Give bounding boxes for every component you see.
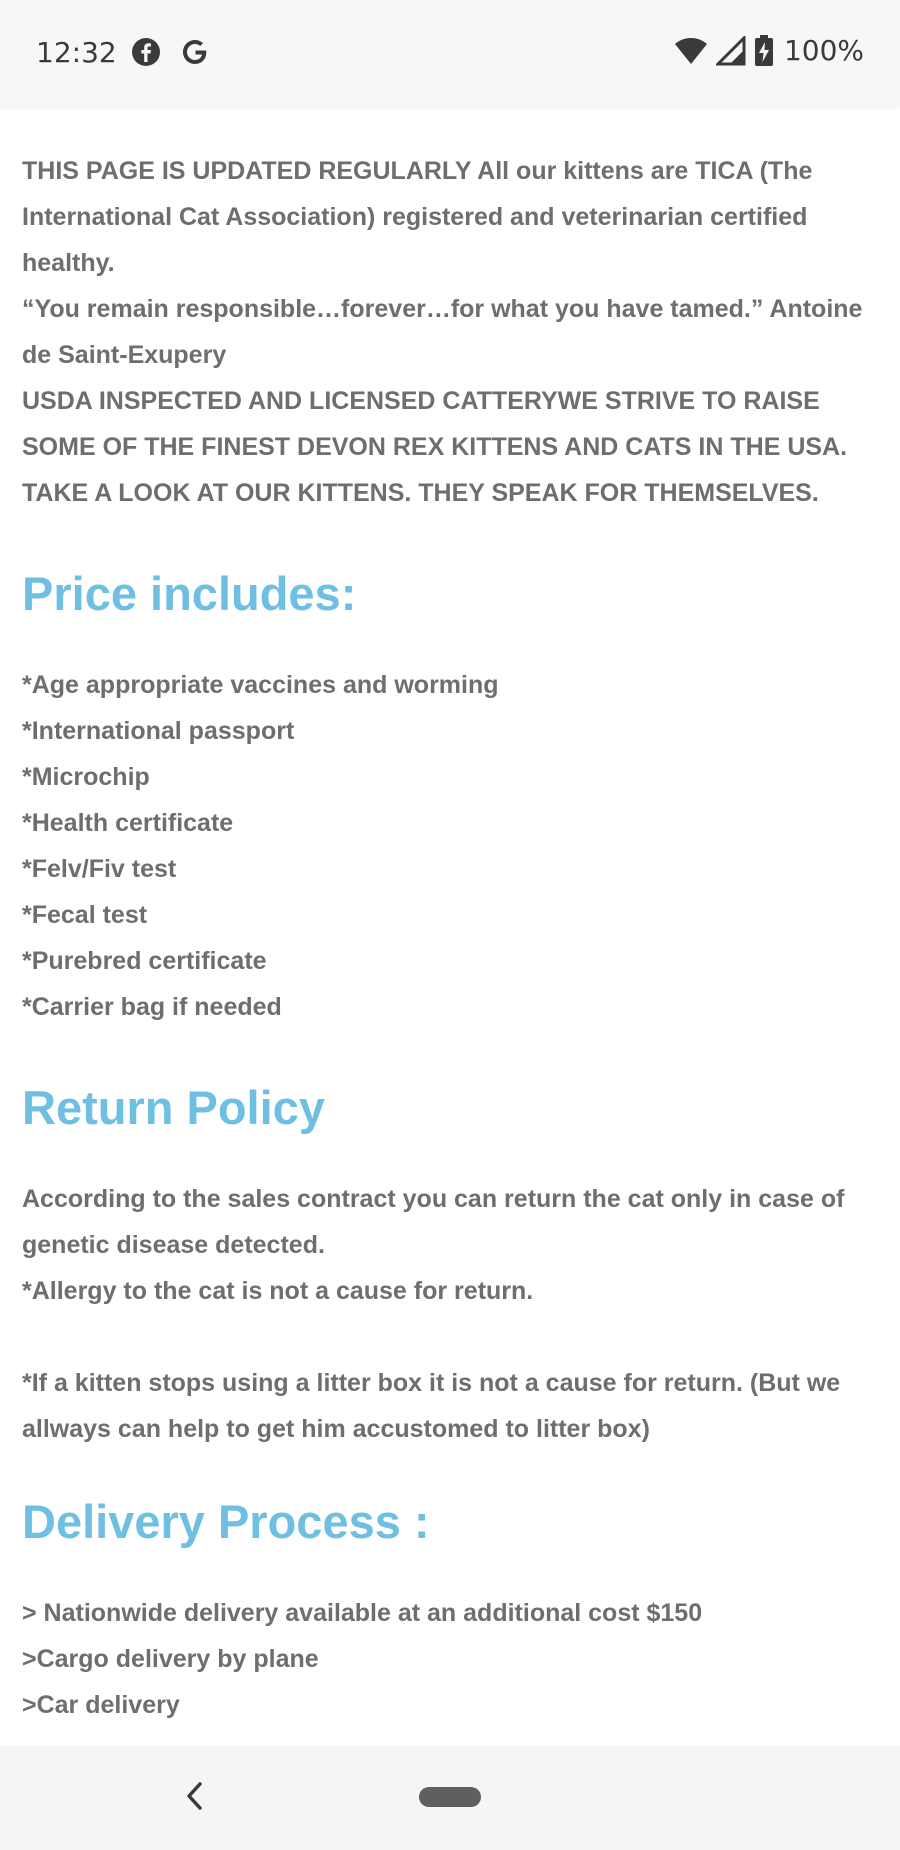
status-time: 12:32 <box>36 36 117 69</box>
cell-signal-icon <box>716 36 746 66</box>
intro-block <box>22 148 880 516</box>
list-item: *Fecal test <box>22 901 148 929</box>
intro-text: THIS PAGE IS UPDATED REGULARLY All our kittens are TICA (The International Cat Association) registered and veterinarian certified healthy. <box>22 157 813 277</box>
return-policy-text <box>22 1176 880 1452</box>
return-policy-heading: Return Policy <box>22 1081 325 1134</box>
list-item: *Microchip <box>22 763 150 791</box>
return-policy-line: According to the sales contract you can return the cat only in case of genetic disease detected. <box>22 1185 845 1259</box>
delivery-process-heading: Delivery Process : <box>22 1495 430 1548</box>
battery-percentage: 100% <box>783 34 864 67</box>
price-includes-list <box>22 662 880 1030</box>
battery-charging-icon <box>754 35 774 67</box>
list-item: > Nationwide delivery available at an additional cost $150 <box>22 1599 703 1627</box>
price-includes-heading: Price includes: <box>22 567 357 620</box>
wifi-icon <box>674 36 708 66</box>
list-item: *Carrier bag if needed <box>22 993 282 1021</box>
facebook-icon <box>130 36 162 68</box>
system-nav-bar <box>0 1746 900 1850</box>
list-item: *Purebred certificate <box>22 947 267 975</box>
intro-quote: “You remain responsible…forever…for what you have tamed.” Antoine de Saint-Exupery <box>22 295 863 369</box>
google-icon <box>179 36 211 68</box>
return-policy-line: *Allergy to the cat is not a cause for return. <box>22 1277 534 1305</box>
status-indicators <box>674 34 864 67</box>
paragraph-spacer <box>22 1314 880 1360</box>
delivery-list <box>22 1590 880 1728</box>
list-item: >Cargo delivery by plane <box>22 1645 319 1673</box>
list-item: *Felv/Fiv test <box>22 855 177 883</box>
status-bar <box>0 0 900 106</box>
home-pill[interactable] <box>419 1787 481 1807</box>
list-item: >Car delivery <box>22 1691 180 1719</box>
back-icon[interactable] <box>180 1778 210 1814</box>
list-item: *Health certificate <box>22 809 234 837</box>
list-item: *International passport <box>22 717 295 745</box>
return-policy-line: *If a kitten stops using a litter box it is not a cause for return. (But we allways can help to get him accustomed to litter box) <box>22 1369 841 1443</box>
list-item: *Age appropriate vaccines and worming <box>22 671 499 699</box>
page-content[interactable] <box>22 106 880 1746</box>
intro-statement: USDA INSPECTED AND LICENSED CATTERYWE STRIVE TO RAISE SOME OF THE FINEST DEVON REX KITTENS AND CATS IN THE USA. TAKE A LOOK AT OUR KITTENS. THEY SPEAK FOR THEMSELVES. <box>22 387 848 507</box>
